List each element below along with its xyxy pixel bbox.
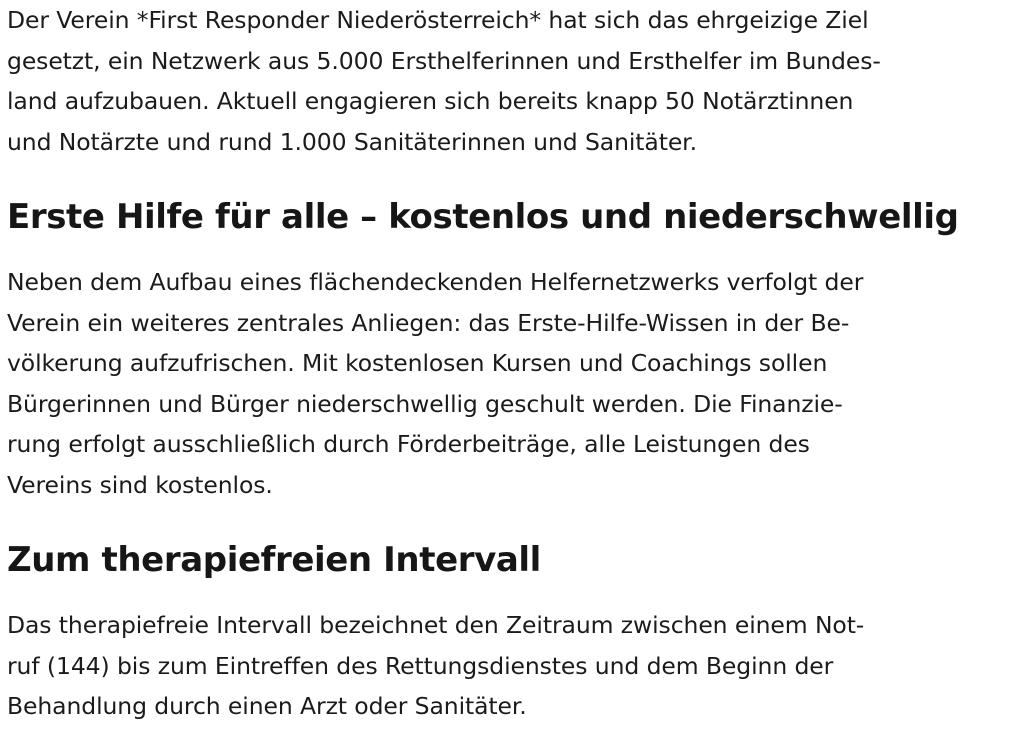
- paragraph-line: völkerung aufzufrischen. Mit kostenlosen Kursen und Coachings sollen: [7, 349, 828, 377]
- paragraph-line: Neben dem Aufbau eines flächendeckenden Helfernetzwerks verfolgt der: [7, 268, 864, 296]
- paragraph-line: und Notärzte und rund 1.000 Sanitäterinnen und Sanitäter.: [7, 127, 697, 156]
- paragraph-line: rung erfolgt ausschließlich durch Förderbeiträge, alle Leistungen des: [7, 430, 810, 458]
- paragraph-line: Der Verein *First Responder Niederösterreich* hat sich das ehrgeizige Ziel: [7, 6, 869, 34]
- section-heading-therapy-free-interval: Zum therapiefreien Intervall: [7, 540, 541, 580]
- paragraph-line: gesetzt, ein Netzwerk aus 5.000 Ersthelferinnen und Ersthelfer im Bundes-: [7, 46, 881, 75]
- paragraph-line: Verein ein weiteres zentrales Anliegen: das Erste-Hilfe-Wissen in der Be-: [7, 308, 850, 337]
- paragraph-line: Behandlung durch einen Arzt oder Sanitäter.: [7, 692, 527, 720]
- first-aid-paragraph: [7, 262, 863, 505]
- therapy-free-interval-paragraph: [7, 605, 864, 727]
- paragraph-line: land aufzubauen. Aktuell engagieren sich bereits knapp 50 Notärztinnen: [7, 87, 854, 115]
- paragraph-line: ruf (144) bis zum Eintreffen des Rettungsdienstes und dem Beginn der: [7, 651, 834, 680]
- paragraph-line: Bürgerinnen und Bürger niederschwellig geschult werden. Die Finanzie-: [7, 389, 843, 418]
- paragraph-line: Vereins sind kostenlos.: [7, 470, 273, 499]
- intro-paragraph: [7, 0, 881, 162]
- paragraph-line: Das therapiefreie Intervall bezeichnet den Zeitraum zwischen einem Not-: [7, 611, 865, 639]
- section-heading-first-aid: Erste Hilfe für alle – kostenlos und niederschwellig: [7, 197, 959, 237]
